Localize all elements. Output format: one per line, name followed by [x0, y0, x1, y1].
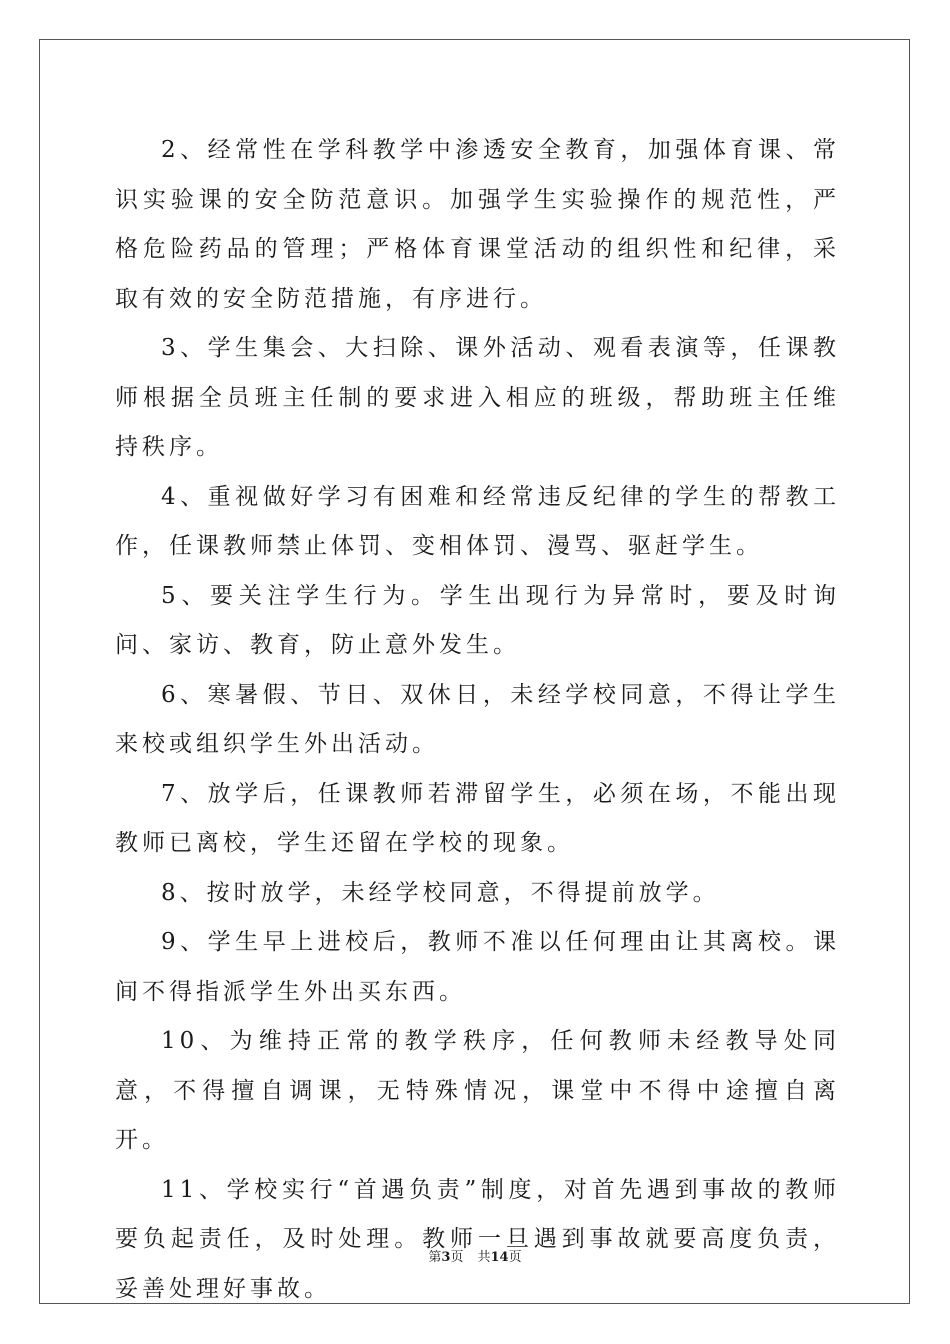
paragraph-item-10: 10、为维持正常的教学秩序，任何教师未经教导处同意，不得擅自调课，无特殊情况，课堂中不得中途擅自离开。 — [115, 1028, 840, 1153]
paragraph-item-3: 3、学生集会、大扫除、课外活动、观看表演等，任课教师根据全员班主任制的要求进入相应的班级，帮助班主任维持秩序。 — [115, 335, 840, 460]
paragraph-item-11: 11、学校实行“首遇负责”制度，对首先遇到事故的教师要负起责任，及时处理。教师一旦遇到事故就要高度负责，妥善处理好事故。 — [115, 1176, 840, 1302]
paragraph-item-2: 2、经常性在学科教学中渗透安全教育，加强体育课、常识实验课的安全防范意识。加强学生实验操作的规范性，严格危险药品的管理；严格体育课堂活动的组织性和纪律，采取有效的安全防范措施，有序进行。 — [115, 137, 840, 312]
paragraph-item-4: 4、重视做好学习有困难和经常违反纪律的学生的帮教工作，任课教师禁止体罚、变相体罚、漫骂、驱赶学生。 — [115, 483, 840, 559]
paragraph-item-8: 8、按时放学，未经学校同意，不得提前放学。 — [161, 879, 720, 906]
page-number: 3 — [441, 1250, 451, 1265]
paragraph-item-5: 5、要关注学生行为。学生出现行为异常时，要及时询问、家访、教育，防止意外发生。 — [115, 582, 840, 658]
total-suffix: 页 — [508, 1250, 522, 1265]
paragraph-item-9: 9、学生早上进校后，教师不准以任何理由让其离校。课间不得指派学生外出买东西。 — [115, 929, 840, 1005]
paragraph-item-7: 7、放学后，任课教师若滞留学生，必须在场，不能出现教师已离校，学生还留在学校的现象。 — [115, 780, 840, 856]
document-body — [115, 126, 840, 1314]
page-suffix: 页 — [450, 1250, 464, 1265]
paragraph-item-6: 6、寒暑假、节日、双休日，未经学校同意，不得让学生来校或组织学生外出活动。 — [115, 681, 840, 757]
total-prefix: 共 — [477, 1250, 491, 1265]
page-prefix: 第 — [428, 1250, 442, 1265]
page-footer — [0, 1246, 950, 1265]
total-pages: 14 — [490, 1250, 509, 1265]
